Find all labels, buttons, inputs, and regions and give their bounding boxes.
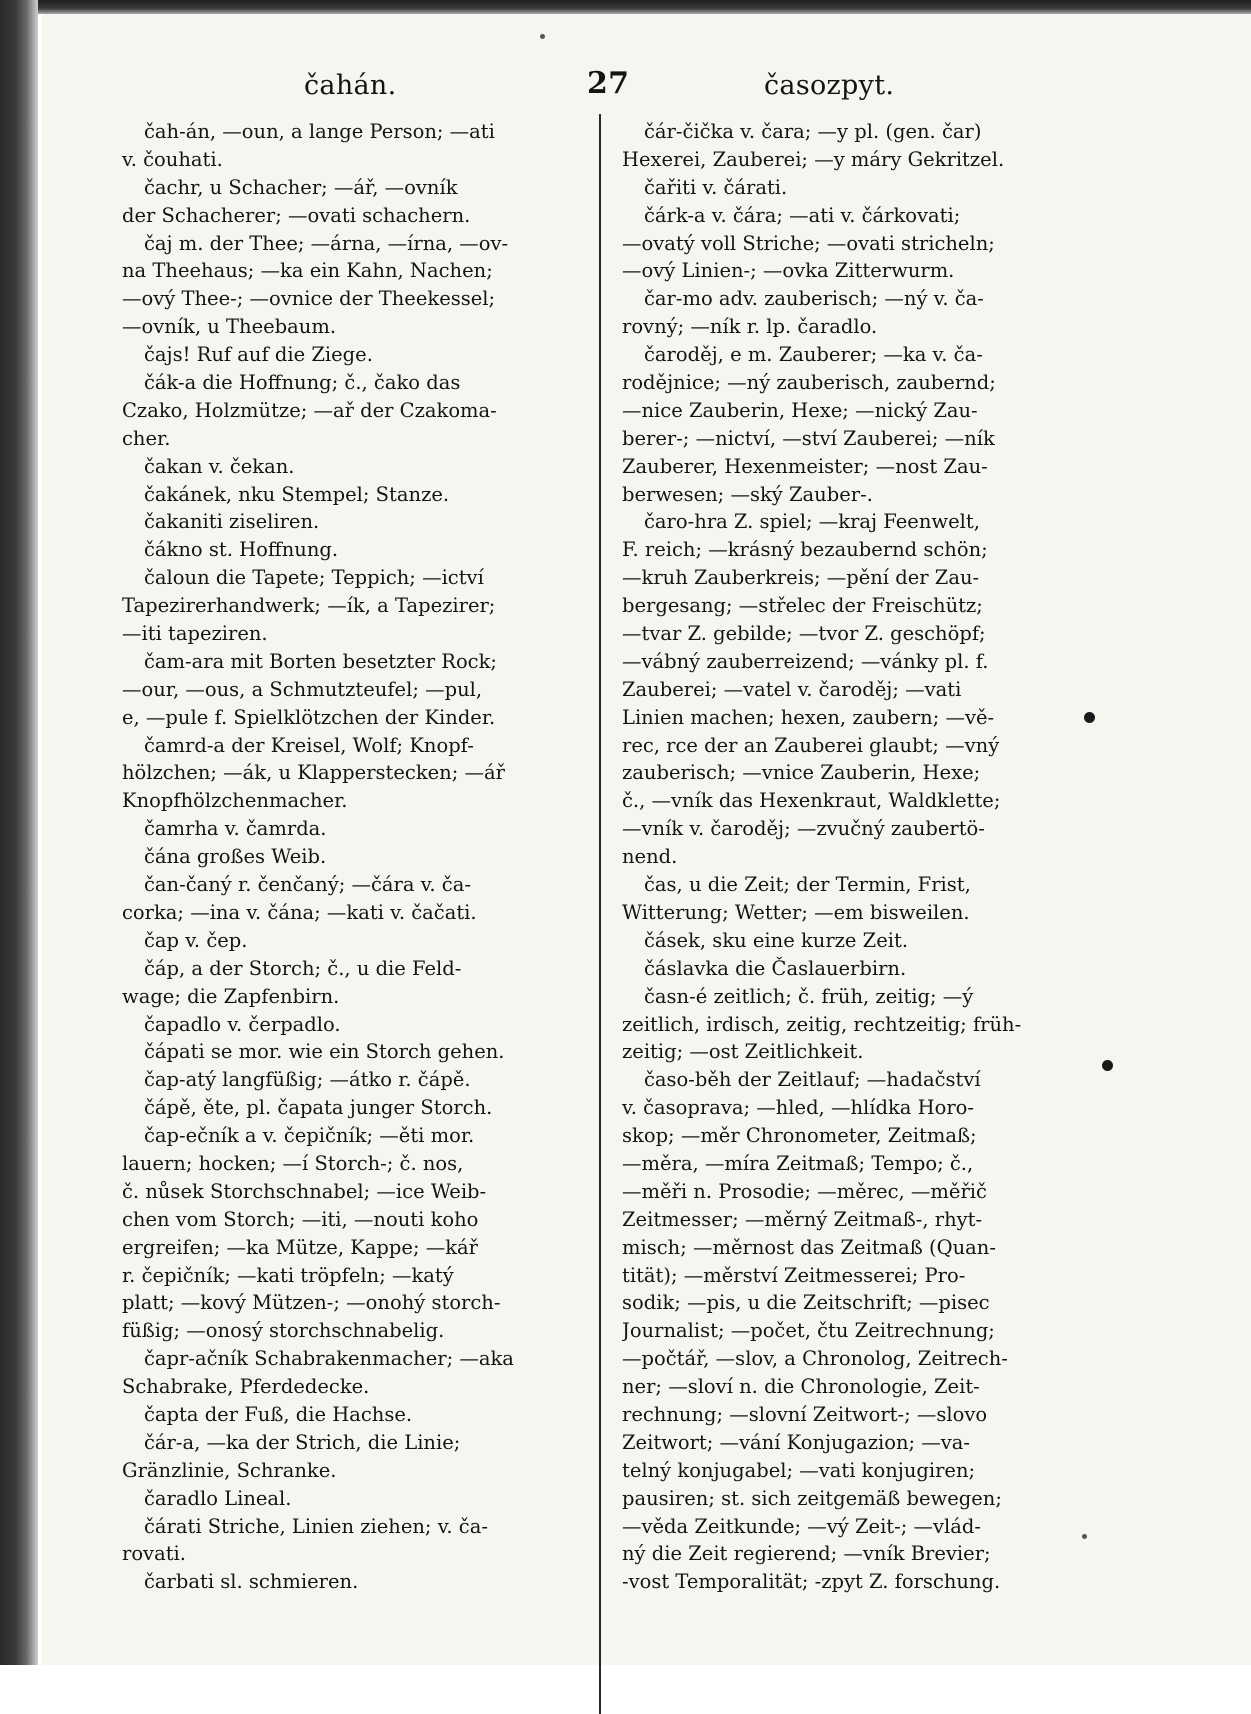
- scan-shadow-left: [0, 0, 38, 1665]
- dictionary-line: e, —pule f. Spielklötzchen der Kinder.: [122, 705, 496, 729]
- dictionary-line: časn-é zeitlich; č. früh, zeitig; —ý: [644, 984, 974, 1008]
- dictionary-page: [42, 14, 1251, 1665]
- dictionary-line: rechnung; —slovní Zeitwort-; —slovo: [622, 1402, 988, 1426]
- dictionary-line: čařiti v. čárati.: [644, 175, 788, 199]
- dictionary-line: -vost Temporalität; -zpyt Z. forschung.: [622, 1570, 1001, 1594]
- dictionary-line: Hexerei, Zauberei; —y máry Gekritzel.: [622, 147, 1005, 171]
- dictionary-line: cher.: [122, 426, 171, 450]
- dictionary-line: čár-a, —ka der Strich, die Linie;: [144, 1430, 461, 1454]
- dictionary-line: časo-běh der Zeitlauf; —hadačství: [644, 1068, 981, 1092]
- dictionary-line: čákno st. Hoffnung.: [144, 538, 339, 562]
- dictionary-line: čaloun die Tapete; Teppich; —ictví: [144, 566, 484, 590]
- dictionary-line: chen vom Storch; —iti, —nouti koho: [122, 1207, 479, 1231]
- dictionary-line: čan-čaný r. čenčaný; —čára v. ča-: [144, 873, 471, 897]
- dictionary-line: Zauberei; —vatel v. čaroděj; —vati: [622, 677, 962, 701]
- header-left-guideword: čahán.: [304, 70, 397, 101]
- dictionary-line: Gränzlinie, Schranke.: [122, 1458, 337, 1482]
- dictionary-line: hölzchen; —ák, u Klapperstecken; —ář: [122, 761, 505, 785]
- dictionary-line: telný konjugabel; —vati konjugiren;: [622, 1458, 976, 1482]
- dictionary-line: čaro-hra Z. spiel; —kraj Feenwelt,: [644, 510, 980, 534]
- dictionary-line: —měři n. Prosodie; —měrec, —měřič: [622, 1179, 987, 1203]
- dictionary-line: ergreifen; —ka Mütze, Kappe; —kář: [122, 1235, 478, 1259]
- dictionary-line: zeitig; —ost Zeitlichkeit.: [622, 1040, 864, 1064]
- dictionary-line: čapta der Fuß, die Hachse.: [144, 1402, 413, 1426]
- dictionary-line: čák-a die Hoffnung; č., čako das: [144, 371, 461, 395]
- dictionary-line: čap-atý langfüßig; —átko r. čápě.: [144, 1068, 471, 1092]
- dictionary-line: —our, —ous, a Schmutzteufel; —pul,: [122, 677, 483, 701]
- dictionary-line: ner; —sloví n. die Chronologie, Zeit-: [622, 1375, 980, 1399]
- dictionary-line: čakaniti ziseliren.: [144, 510, 320, 534]
- dictionary-line: wage; die Zapfenbirn.: [122, 984, 340, 1008]
- dictionary-line: —ovatý voll Striche; —ovati stricheln;: [622, 231, 995, 255]
- dictionary-line: F. reich; —krásný bezaubernd schön;: [622, 538, 988, 562]
- dictionary-line: Journalist; —počet, čtu Zeitrechnung;: [622, 1319, 995, 1343]
- dictionary-line: čam-ara mit Borten besetzter Rock;: [144, 649, 497, 673]
- ink-spot: [1082, 1534, 1087, 1539]
- dictionary-line: v. čouhati.: [122, 147, 223, 171]
- dictionary-line: —měra, —míra Zeitmaß; Tempo; č.,: [622, 1151, 974, 1175]
- header-right-guideword: časozpyt.: [764, 70, 895, 101]
- dictionary-line: čáp, a der Storch; č., u die Feld-: [144, 956, 462, 980]
- dictionary-line: na Theehaus; —ka ein Kahn, Nachen;: [122, 259, 493, 283]
- ink-spot: [540, 34, 545, 39]
- dictionary-line: Knopfhölzchenmacher.: [122, 789, 348, 813]
- dictionary-line: čarbati sl. schmieren.: [144, 1570, 359, 1594]
- dictionary-line: —vábný zauberreizend; —vánky pl. f.: [622, 649, 989, 673]
- dictionary-line: čas, u die Zeit; der Termin, Frist,: [644, 873, 971, 897]
- dictionary-line: lauern; hocken; —í Storch-; č. nos,: [122, 1151, 464, 1175]
- dictionary-line: füßig; —onosý storchschnabelig.: [122, 1319, 445, 1343]
- dictionary-line: —věda Zeitkunde; —vý Zeit-; —vlád-: [622, 1514, 981, 1538]
- left-column: [122, 118, 592, 1596]
- dictionary-line: Linien machen; hexen, zaubern; —vě-: [622, 705, 995, 729]
- dictionary-line: čár-čička v. čara; —y pl. (gen. čar): [644, 120, 982, 143]
- dictionary-line: čaradlo Lineal.: [144, 1486, 292, 1510]
- dictionary-line: čaj m. der Thee; —árna, —írna, —ov-: [144, 231, 509, 255]
- dictionary-line: čáslavka die Časlauerbirn.: [644, 956, 907, 980]
- dictionary-line: čah-án, —oun, a lange Person; —ati: [144, 120, 495, 143]
- dictionary-line: Schabrake, Pferdedecke.: [122, 1375, 370, 1399]
- dictionary-line: Zauberer, Hexenmeister; —nost Zau-: [622, 454, 988, 478]
- dictionary-line: čárati Striche, Linien ziehen; v. ča-: [144, 1514, 488, 1538]
- dictionary-line: —ový Thee-; —ovnice der Theekessel;: [122, 287, 496, 311]
- dictionary-line: čápati se mor. wie ein Storch gehen.: [144, 1040, 505, 1064]
- dictionary-line: —vník v. čaroděj; —zvučný zaubertö-: [622, 817, 985, 841]
- page-number: 27: [587, 66, 630, 101]
- dictionary-line: čapadlo v. čerpadlo.: [144, 1012, 341, 1036]
- dictionary-line: —kruh Zauberkreis; —pění der Zau-: [622, 566, 980, 590]
- dictionary-line: nend.: [622, 845, 678, 869]
- dictionary-line: r. čepičník; —kati tröpfeln; —katý: [122, 1263, 454, 1287]
- dictionary-line: čap v. čep.: [144, 928, 248, 952]
- dictionary-line: č. nůsek Storchschnabel; —ice Weib-: [122, 1179, 487, 1203]
- dictionary-line: —tvar Z. gebilde; —tvor Z. geschöpf;: [622, 622, 986, 646]
- dictionary-line: rovný; —ník r. lp. čaradlo.: [622, 315, 878, 339]
- dictionary-line: čamrha v. čamrda.: [144, 817, 327, 841]
- dictionary-line: pausiren; st. sich zeitgemäß bewegen;: [622, 1486, 1002, 1510]
- dictionary-line: čárk-a v. čára; —ati v. čárkovati;: [644, 203, 961, 227]
- dictionary-line: —ovník, u Theebaum.: [122, 315, 337, 339]
- dictionary-line: —iti tapeziren.: [122, 622, 268, 646]
- dictionary-line: čachr, u Schacher; —ář, —ovník: [144, 175, 458, 199]
- dictionary-line: rovati.: [122, 1542, 186, 1566]
- dictionary-line: —nice Zauberin, Hexe; —nický Zau-: [622, 398, 978, 422]
- column-divider: [599, 114, 601, 1714]
- dictionary-line: ný die Zeit regierend; —vník Brevier;: [622, 1542, 991, 1566]
- dictionary-line: čamrd-a der Kreisel, Wolf; Knopf-: [144, 733, 474, 757]
- dictionary-line: čapr-ačník Schabrakenmacher; —aka: [144, 1347, 514, 1371]
- dictionary-line: Czako, Holzmütze; —ař der Czakoma-: [122, 398, 497, 422]
- dictionary-line: čakan v. čekan.: [144, 454, 295, 478]
- dictionary-line: čap-ečník a v. čepičník; —ěti mor.: [144, 1124, 475, 1148]
- dictionary-line: bergesang; —střelec der Freischütz;: [622, 594, 983, 618]
- dictionary-line: Zeitmesser; —měrný Zeitmaß-, rhyt-: [622, 1207, 983, 1231]
- dictionary-line: čakánek, nku Stempel; Stanze.: [144, 482, 450, 506]
- dictionary-line: rodějnice; —ný zauberisch, zaubernd;: [622, 371, 996, 395]
- dictionary-line: platt; —kový Mützen-; —onohý storch-: [122, 1291, 501, 1315]
- dictionary-line: čajs! Ruf auf die Ziege.: [144, 343, 373, 367]
- dictionary-line: tität); —měrství Zeitmesserei; Pro-: [622, 1263, 966, 1287]
- dictionary-line: čar-mo adv. zauberisch; —ný v. ča-: [644, 287, 984, 311]
- dictionary-line: der Schacherer; —ovati schachern.: [122, 203, 471, 227]
- dictionary-line: —počtář, —slov, a Chronolog, Zeitrech-: [622, 1347, 1008, 1371]
- dictionary-line: sodik; —pis, u die Zeitschrift; —pisec: [622, 1291, 990, 1315]
- dictionary-line: Tapezirerhandwerk; —ík, a Tapezirer;: [122, 594, 496, 618]
- dictionary-line: —ový Linien-; —ovka Zitterwurm.: [622, 259, 955, 283]
- dictionary-line: berer-; —nictví, —ství Zauberei; —ník: [622, 426, 995, 450]
- dictionary-line: rec, rce der an Zauberei glaubt; —vný: [622, 733, 1000, 757]
- ink-spot: [1102, 1060, 1113, 1071]
- ink-spot: [1084, 712, 1095, 723]
- dictionary-line: čaroděj, e m. Zauberer; —ka v. ča-: [644, 343, 983, 367]
- dictionary-line: čána großes Weib.: [144, 845, 327, 869]
- dictionary-line: skop; —měr Chronometer, Zeitmaß;: [622, 1124, 977, 1148]
- dictionary-line: v. časoprava; —hled, —hlídka Horo-: [622, 1096, 974, 1120]
- dictionary-line: berwesen; —ský Zauber-.: [622, 482, 873, 506]
- page-header: [42, 66, 1251, 110]
- right-column: [622, 118, 1088, 1596]
- dictionary-line: Witterung; Wetter; —em bisweilen.: [622, 900, 970, 924]
- dictionary-line: čásek, sku eine kurze Zeit.: [644, 928, 909, 952]
- dictionary-line: č., —vník das Hexenkraut, Waldklette;: [622, 789, 1001, 813]
- dictionary-line: Zeitwort; —vání Konjugazion; —va-: [622, 1430, 971, 1454]
- scan-shadow-top: [38, 0, 1251, 14]
- dictionary-line: zauberisch; —vnice Zauberin, Hexe;: [622, 761, 981, 785]
- dictionary-line: misch; —měrnost das Zeitmaß (Quan-: [622, 1235, 996, 1259]
- dictionary-line: corka; —ina v. čána; —kati v. čačati.: [122, 900, 477, 924]
- dictionary-line: zeitlich, irdisch, zeitig, rechtzeitig; früh-: [622, 1012, 1022, 1036]
- dictionary-line: čápě, ěte, pl. čapata junger Storch.: [144, 1096, 493, 1120]
